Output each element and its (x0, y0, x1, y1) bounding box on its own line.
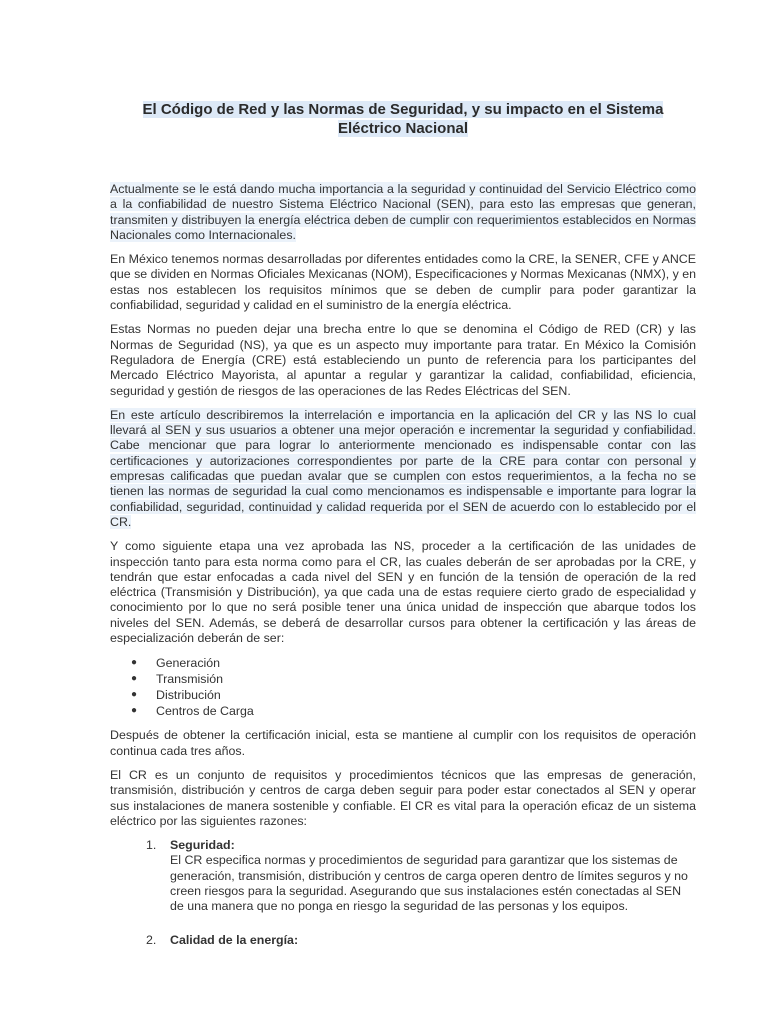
bullet-icon: ● (131, 673, 138, 685)
reason-heading: Seguridad: (170, 838, 235, 853)
document-page (110, 100, 696, 966)
paragraph-7: El CR es un conjunto de requisitos y procedimientos técnicos que las empresas de generación, transmisión, distribución y centros de carga deben seguir para poder estar conectados al SEN y operar sus instalaciones de manera sostenible y confiable. El CR es vital para la operación eficaz de un sistema eléctrico por las siguientes razones: (110, 767, 696, 828)
list-item (110, 703, 696, 719)
paragraph-2: En México tenemos normas desarrolladas por diferentes entidades como la CRE, la SENER, CFE y ANCE que se dividen en Normas Oficiales Mexicanas (NOM), Especificaciones y Normas Mexicanas (NMX), y en estas nos establecen los requisitos mínimos que se deben de cumplir para poder garantizar la confiabilidad, seguridad y calidad en el suministro de la energía eléctrica. (110, 252, 697, 313)
list-item (110, 687, 696, 703)
document-title-text: El Código de Red y las Normas de Seguridad, y su impacto en el Sistema Eléctrico Nacional (142, 101, 664, 137)
paragraph-4 (110, 408, 696, 530)
list-item-label: Distribución (156, 688, 221, 703)
list-item-label: Transmisión (156, 672, 224, 687)
list-item-label: Centros de Carga (156, 704, 254, 719)
bullet-icon: ● (131, 689, 138, 701)
specialization-list (110, 655, 696, 719)
paragraph-4-text: En este artículo describiremos la interrelación e importancia en la aplicación del CR y las NS lo cual llevará al SEN y sus usuarios a obtener una mejor operación e incrementar la seguridad y confiabilidad. Cabe mencionar que para lograr lo anteriormente mencionado es indispensable contar con las certificaciones y autorizaciones correspondientes por parte de la CRE para contar con personal y empresas calificadas que puedan avalar que se cumplen con estos requerimientos, a la fecha no se tienen las normas de seguridad la cual como mencionamos es indispensable e importante para lograr la confiabilidad, seguridad, continuidad y calidad requerida por el SEN de acuerdo con lo establecido por el CR. (110, 407, 696, 529)
paragraph-3: Estas Normas no pueden dejar una brecha entre lo que se denomina el Código de RED (CR) y las Normas de Seguridad (NS), ya que es un aspecto muy importante para tratar. En México la Comisión Reguladora de Energía (CRE) está estableciendo un punto de referencia para los participantes del Mercado Eléctrico Mayorista, al apuntar a regular y garantizar la calidad, confiabilidad, eficiencia, seguridad y gestión de riesgos de las operaciones de las Redes Eléctricas del SEN. (110, 322, 696, 398)
paragraph-1 (110, 182, 696, 243)
list-item (110, 671, 696, 687)
list-item-label: Generación (156, 656, 221, 671)
paragraph-6: Después de obtener la certificación inicial, esta se mantiene al cumplir con los requisitos de operación continua cada tres años. (110, 728, 696, 758)
reason-heading: Calidad de la energía: (170, 932, 299, 947)
paragraph-1-text: Actualmente se le está dando mucha importancia a la seguridad y continuidad del Servicio Eléctrico como a la confiabilidad de nuestro Sistema Eléctrico Nacional (SEN), para esto las empresas que generan, transmiten y distribuyen la energía eléctrica deben de cumplir con requerimientos establecidos en Normas Nacionales como Internacionales. (110, 182, 696, 242)
reason-item (110, 838, 696, 914)
bullet-icon: ● (131, 657, 138, 669)
paragraph-5: Y como siguiente etapa una vez aprobada las NS, proceder a la certificación de las unidades de inspección tanto para esta norma como para el CR, las cuales deberán de ser aprobadas por la CRE, y tendrán que estar enfocadas a cada nivel del SEN y en función de la tensión de operación de la red eléctrica (Transmisión y Distribución), ya que cada una de estas requiere cierto grado de especialidad y conocimiento por lo que no será posible tener una única unidad de inspección que abarque todos los niveles del SEN. Además, se deberá de desarrollar cursos para obtener la certificación y las áreas de especialización deberán de ser: (110, 539, 696, 646)
bullet-icon: ● (131, 705, 138, 717)
document-title (110, 100, 696, 138)
reason-item (110, 933, 696, 948)
reason-number: 1. (146, 838, 157, 853)
reason-number: 2. (146, 932, 157, 947)
list-item (110, 655, 696, 671)
reason-body: El CR especifica normas y procedimientos de seguridad para garantizar que los sistemas de generación, transmisión, distribución y centros de carga operen dentro de límites seguros y no creen riesgos para la seguridad. Asegurando que sus instalaciones estén conectadas al SEN de una manera que no ponga en riesgo la seguridad de las personas y los equipos. (170, 853, 688, 914)
reasons-list (110, 838, 696, 948)
